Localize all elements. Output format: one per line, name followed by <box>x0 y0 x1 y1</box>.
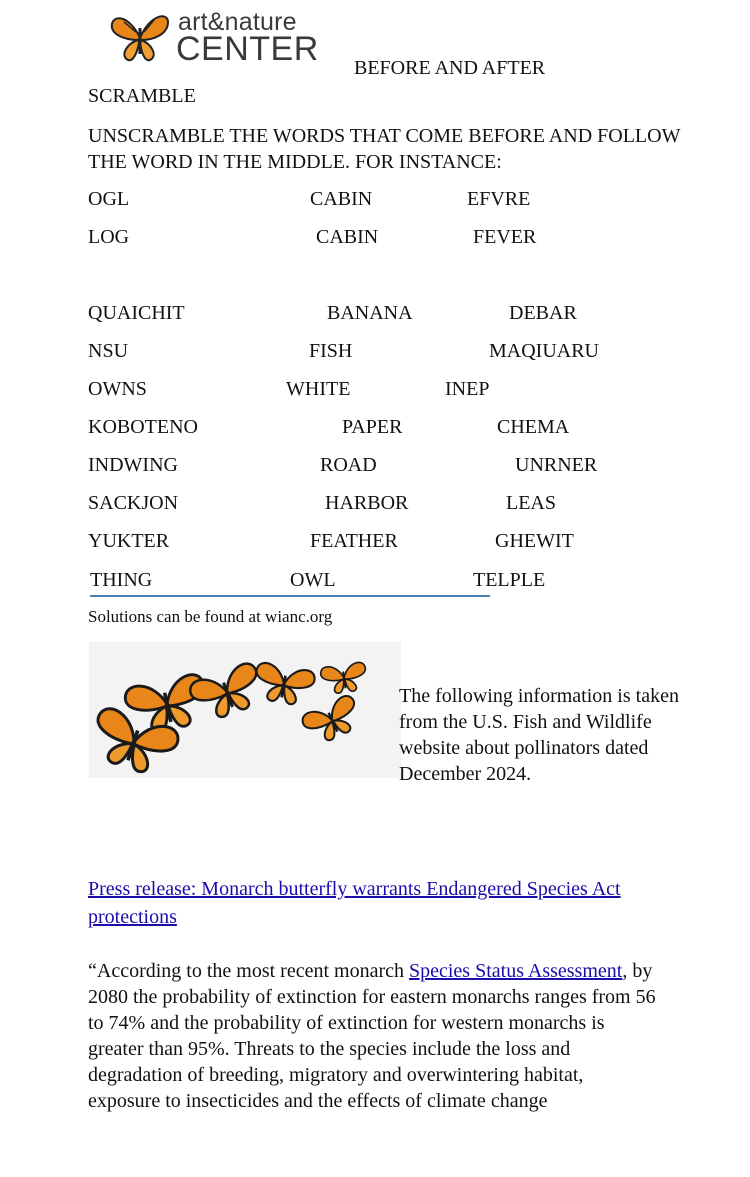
info-paragraph <box>88 683 688 787</box>
monarch-butterfly-icon <box>110 10 170 64</box>
page-title-part1: BEFORE AND AFTER <box>354 57 546 79</box>
puzzle-middle-4: ROAD <box>320 454 377 476</box>
press-release-link[interactable]: Press release: Monarch butterfly warrants Endangered Species Act protections <box>88 878 621 928</box>
quote-text-start: “According to the most recent monarch <box>88 960 409 982</box>
puzzle-before-6: YUKTER <box>88 530 170 552</box>
example-before-0: OGL <box>88 188 130 210</box>
puzzle-before-5: SACKJON <box>88 492 179 514</box>
puzzle-after-1: MAQIUARU <box>489 340 599 362</box>
puzzle-before-7: THING <box>90 569 153 591</box>
divider-line <box>90 595 490 597</box>
puzzle-after-5: LEAS <box>506 492 556 514</box>
page-title-part2: SCRAMBLE <box>88 85 196 107</box>
puzzle-before-3: KOBOTENO <box>88 416 198 438</box>
press-release <box>88 875 688 931</box>
quote-text-end: , by 2080 the probability of extinction for eastern monarchs ranges from 56 to 74% and the probability of extinction for western monarchs is greater than 95%. Threats to the species include the loss and degradation of breeding, migratory and overwintering habitat, exposure to insecticides and the effects of climate change <box>88 960 656 1112</box>
logo-line1: art&nature <box>178 8 297 36</box>
example-middle-1: CABIN <box>316 226 379 248</box>
puzzle-after-3: CHEMA <box>497 416 570 438</box>
puzzle-after-0: DEBAR <box>509 302 577 324</box>
example-middle-0: CABIN <box>310 188 373 210</box>
puzzle-middle-0: BANANA <box>327 302 413 324</box>
puzzle-before-1: NSU <box>88 340 129 362</box>
puzzle-before-2: OWNS <box>88 378 147 400</box>
example-after-0: EFVRE <box>467 188 531 210</box>
example-after-1: FEVER <box>473 226 537 248</box>
puzzle-after-4: UNRNER <box>515 454 598 476</box>
species-status-assessment-link[interactable]: Species Status Assessment <box>409 960 623 982</box>
puzzle-middle-7: OWL <box>290 569 336 591</box>
puzzle-middle-3: PAPER <box>342 416 403 438</box>
info-text: The following information is taken from the U.S. Fish and Wildlife website about pollinators dated December 2024. <box>399 685 679 785</box>
puzzle-after-2: INEP <box>445 378 490 400</box>
puzzle-middle-2: WHITE <box>286 378 351 400</box>
puzzle-middle-5: HARBOR <box>325 492 409 514</box>
puzzle-after-6: GHEWIT <box>495 530 574 552</box>
solutions-note: Solutions can be found at wianc.org <box>88 607 333 626</box>
instructions: UNSCRAMBLE THE WORDS THAT COME BEFORE AND FOLLOW THE WORD IN THE MIDDLE. FOR INSTANCE: <box>88 125 681 173</box>
puzzle-before-4: INDWING <box>88 454 178 476</box>
example-before-1: LOG <box>88 226 130 248</box>
puzzle-after-7: TELPLE <box>473 569 546 591</box>
puzzle-before-0: QUAICHIT <box>88 302 185 324</box>
logo-line2: CENTER <box>176 30 319 68</box>
puzzle-middle-1: FISH <box>309 340 353 362</box>
logo <box>110 6 330 68</box>
quote-paragraph <box>88 958 658 1114</box>
puzzle-middle-6: FEATHER <box>310 530 398 552</box>
image-spacer <box>88 683 399 787</box>
